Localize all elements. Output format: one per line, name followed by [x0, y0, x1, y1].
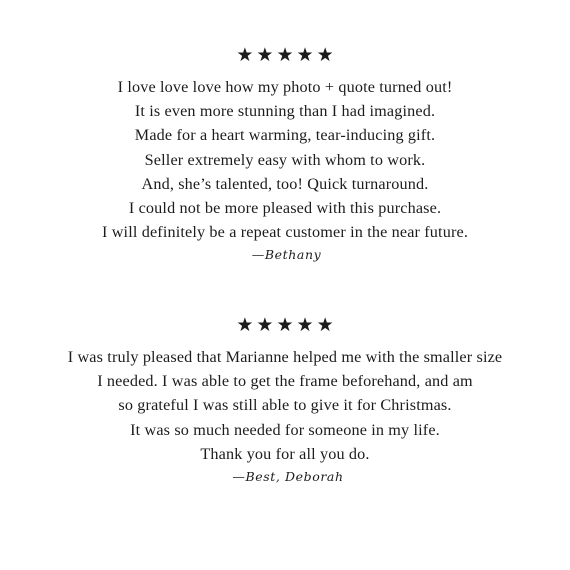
star-icon: ★ — [276, 44, 294, 66]
five-star-rating — [0, 43, 570, 67]
review-line: It is even more stunning than I had imagined. — [134, 102, 436, 121]
review-deborah — [0, 313, 570, 487]
review-line: Made for a heart warming, tear-inducing gift. — [134, 126, 436, 145]
star-icon: ★ — [256, 44, 274, 66]
star-icon: ★ — [296, 44, 314, 66]
star-icon: ★ — [316, 44, 334, 66]
review-line: so grateful I was still able to give it for Christmas. — [118, 396, 452, 415]
review-line: And, she’s talented, too! Quick turnaround. — [141, 174, 429, 193]
review-line: I love love love how my photo + quote turned out! — [117, 78, 453, 96]
review-text — [0, 75, 570, 244]
five-star-rating — [0, 313, 570, 337]
star-icon: ★ — [256, 314, 274, 336]
review-line: I will definitely be a repeat customer in the near future. — [101, 223, 469, 242]
review-line: I could not be more pleased with this purchase. — [128, 199, 442, 218]
review-line: I needed. I was able to get the frame beforehand, and am — [97, 372, 473, 391]
review-bethany — [0, 43, 570, 265]
review-line: Seller extremely easy with whom to work. — [144, 150, 426, 169]
star-icon: ★ — [296, 314, 314, 336]
review-line: I was truly pleased that Marianne helped me with the smaller size — [67, 348, 503, 366]
star-icon: ★ — [276, 314, 294, 336]
star-icon: ★ — [236, 314, 254, 336]
review-signature: —Best, Deborah — [232, 469, 344, 485]
review-line: It was so much needed for someone in my life. — [130, 420, 440, 439]
review-signature: —Bethany — [251, 247, 322, 263]
review-line: Thank you for all you do. — [200, 444, 370, 463]
star-icon: ★ — [316, 314, 334, 336]
star-icon: ★ — [236, 44, 254, 66]
review-text — [0, 345, 570, 466]
